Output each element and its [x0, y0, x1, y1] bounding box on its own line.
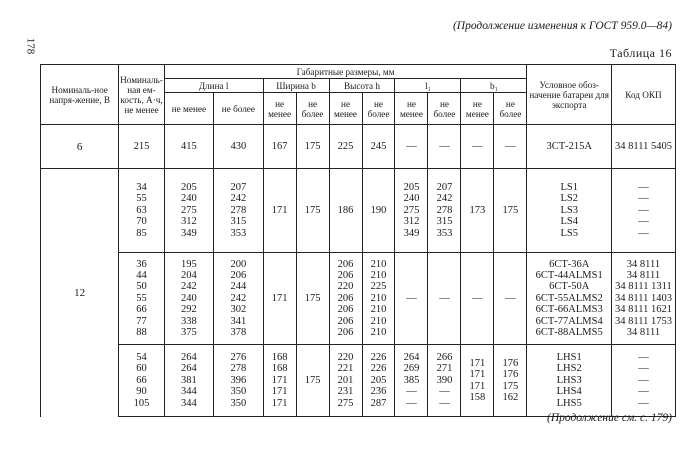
- header-l1-min: не менее: [395, 93, 428, 125]
- header-width-max: не более: [296, 93, 329, 125]
- height-max-cell-line: 210: [370, 315, 387, 327]
- capacity-cell-line: 90: [136, 386, 147, 398]
- capacity-cell-line: 66: [136, 374, 147, 386]
- width-min-cell-line: 171: [271, 374, 288, 386]
- okp-cell-line: 34 8111 5405: [614, 140, 672, 152]
- width-min-cell-line: 168: [271, 363, 288, 375]
- table-row: [41, 253, 676, 345]
- b1-min-cell-line: 171: [469, 357, 486, 369]
- length-max-cell-line: 378: [230, 327, 247, 339]
- table-label: Таблица 16: [609, 46, 672, 60]
- l1-min-cell-line: 205: [403, 181, 420, 193]
- okp-cell-line: 34 8111: [626, 327, 661, 339]
- voltage-cell: 12: [41, 169, 119, 417]
- height-min-cell: [329, 169, 362, 253]
- length-min-cell: [164, 125, 213, 169]
- header-l1-max: не более: [428, 93, 461, 125]
- length-max-cell: [214, 345, 263, 417]
- l1-min-cell-line: 312: [403, 216, 420, 228]
- height-max-cell-line: 245: [370, 140, 387, 152]
- header-b1: b₁: [461, 79, 527, 93]
- b1-min-cell: [461, 169, 494, 253]
- okp-cell-line: 34 8111 1311: [615, 281, 672, 293]
- height-min-cell: [329, 253, 362, 345]
- height-min-cell-line: 186: [337, 204, 354, 216]
- l1-max-cell-line: 266: [436, 351, 453, 363]
- b1-min-cell-line: 171: [469, 369, 486, 381]
- l1-max-cell-line: 242: [436, 193, 453, 205]
- designation-cell-line: 3СТ-215А: [546, 140, 592, 152]
- page-number: 178: [24, 37, 37, 55]
- length-min-cell-line: 264: [181, 351, 197, 363]
- okp-cell-line: —: [638, 227, 649, 239]
- header-overall-dimensions: Габаритные размеры, мм: [164, 65, 527, 79]
- width-min-cell-line: 171: [271, 204, 288, 216]
- l1-min-cell-line: —: [406, 292, 417, 304]
- header-width-min: не менее: [263, 93, 296, 125]
- width-max-cell-line: 175: [304, 204, 321, 216]
- designation-cell: [527, 253, 612, 345]
- l1-max-cell-line: 271: [436, 363, 453, 375]
- l1-min-cell-line: —: [406, 397, 417, 409]
- capacity-cell: [119, 253, 164, 345]
- b1-min-cell-line: —: [472, 292, 483, 304]
- width-min-cell-line: 167: [271, 140, 288, 152]
- designation-cell: [527, 125, 612, 169]
- l1-min-cell: [395, 125, 428, 169]
- capacity-cell-line: 77: [136, 315, 147, 327]
- header-nominal-voltage: Номиналь-ное напря-жение, В: [41, 65, 119, 125]
- width-max-cell: [296, 125, 329, 169]
- length-min-cell-line: 195: [181, 258, 197, 270]
- height-min-cell-line: 201: [337, 374, 354, 386]
- capacity-cell-line: 85: [136, 227, 147, 239]
- table-row: [41, 345, 676, 417]
- length-max-cell-line: 315: [230, 216, 247, 228]
- designation-cell-line: LHS3: [556, 374, 582, 386]
- b1-min-cell-line: 173: [469, 204, 486, 216]
- b1-max-cell-line: 176: [502, 369, 519, 381]
- height-min-cell-line: 220: [337, 351, 354, 363]
- designation-cell-line: LS3: [560, 204, 578, 216]
- okp-cell-line: 34 8111: [626, 269, 661, 281]
- length-min-cell-line: 292: [181, 304, 197, 316]
- b1-min-cell: [461, 253, 494, 345]
- b1-min-cell-line: 158: [469, 391, 486, 403]
- continuation-note-bottom: (Продолжение см. с. 179): [547, 412, 672, 424]
- width-max-cell: [296, 345, 329, 417]
- height-min-cell: [329, 345, 362, 417]
- okp-cell: [611, 253, 675, 345]
- header-length: Длина l: [164, 79, 263, 93]
- l1-min-cell-line: 385: [403, 374, 420, 386]
- l1-max-cell-line: 278: [436, 204, 453, 216]
- designation-cell: [527, 169, 612, 253]
- okp-cell: [611, 345, 675, 417]
- length-min-cell-line: 415: [181, 140, 197, 152]
- b1-max-cell-line: 175: [502, 204, 519, 216]
- designation-cell-line: 6СТ-66ALMS3: [535, 304, 603, 316]
- b1-max-cell: [494, 169, 527, 253]
- length-min-cell-line: 375: [181, 327, 197, 339]
- header-designation: Условное обоз-начение батареи для экспорта: [527, 65, 612, 125]
- l1-max-cell-line: —: [439, 140, 450, 152]
- height-max-cell-line: 225: [370, 281, 387, 293]
- height-min-cell-line: 275: [337, 397, 354, 409]
- height-min-cell: [329, 125, 362, 169]
- designation-cell-line: LS5: [560, 227, 578, 239]
- length-min-cell-line: 381: [181, 374, 197, 386]
- l1-min-cell: [395, 345, 428, 417]
- height-max-cell-line: 226: [370, 351, 387, 363]
- height-max-cell: [362, 345, 395, 417]
- width-min-cell-line: 171: [271, 292, 288, 304]
- height-max-cell-line: 210: [370, 292, 387, 304]
- header-height-min: не менее: [329, 93, 362, 125]
- table-row: [41, 169, 676, 253]
- header-l1: l₁: [395, 79, 461, 93]
- width-max-cell-line: 175: [304, 292, 321, 304]
- capacity-cell-line: 55: [136, 292, 147, 304]
- length-max-cell-line: 207: [230, 181, 247, 193]
- height-max-cell: [362, 253, 395, 345]
- l1-min-cell-line: 275: [403, 204, 420, 216]
- length-max-cell-line: 350: [230, 397, 247, 409]
- b1-max-cell-line: 176: [502, 357, 519, 369]
- b1-max-cell: [494, 253, 527, 345]
- okp-cell-line: —: [638, 216, 649, 228]
- length-max-cell-line: 244: [230, 281, 247, 293]
- height-max-cell-line: 236: [370, 386, 387, 398]
- width-min-cell: [263, 169, 296, 253]
- okp-cell: [611, 169, 675, 253]
- length-min-cell-line: 338: [181, 315, 197, 327]
- b1-max-cell-line: 175: [502, 380, 519, 392]
- width-max-cell: [296, 169, 329, 253]
- length-max-cell-line: 242: [230, 193, 247, 205]
- header-b1-max: не более: [494, 93, 527, 125]
- designation-cell: [527, 345, 612, 417]
- okp-cell-line: —: [638, 386, 649, 398]
- length-max-cell-line: 302: [230, 304, 247, 316]
- length-max-cell: [214, 169, 263, 253]
- b1-max-cell-line: —: [505, 140, 516, 152]
- l1-min-cell: [395, 253, 428, 345]
- capacity-cell-line: 60: [136, 363, 147, 375]
- height-min-cell-line: 206: [337, 258, 354, 270]
- length-min-cell-line: 344: [181, 397, 197, 409]
- length-max-cell-line: 242: [230, 292, 247, 304]
- length-min-cell-line: 275: [181, 204, 197, 216]
- designation-cell-line: 6СТ-77ALMS4: [535, 315, 603, 327]
- continuation-note-top: (Продолжение изменения к ГОСТ 959.0—84): [452, 20, 672, 32]
- length-min-cell-line: 344: [181, 386, 197, 398]
- length-max-cell-line: 200: [230, 258, 247, 270]
- length-min-cell-line: 240: [181, 292, 197, 304]
- l1-max-cell-line: 353: [436, 227, 453, 239]
- designation-cell-line: LS1: [560, 181, 578, 193]
- okp-cell-line: —: [638, 204, 649, 216]
- okp-cell-line: —: [638, 351, 649, 363]
- designation-cell-line: 6СТ-44ALMS1: [535, 269, 603, 281]
- header-nominal-capacity: Номиналь-ная ем-кость, А·ч, не менее: [119, 65, 164, 125]
- l1-max-cell-line: —: [439, 292, 450, 304]
- length-min-cell: [164, 169, 213, 253]
- capacity-cell: [119, 169, 164, 253]
- designation-cell-line: 6СТ-50А: [549, 281, 590, 293]
- l1-min-cell-line: 264: [403, 351, 420, 363]
- length-min-cell-line: 205: [181, 181, 197, 193]
- length-max-cell-line: 396: [230, 374, 247, 386]
- l1-max-cell: [428, 125, 461, 169]
- height-max-cell: [362, 125, 395, 169]
- designation-cell-line: LHS4: [556, 386, 582, 398]
- designation-cell-line: LHS5: [556, 397, 582, 409]
- b1-min-cell: [461, 125, 494, 169]
- header-width: Ширина b: [263, 79, 329, 93]
- table-body: [41, 125, 676, 417]
- header-b1-min: не менее: [461, 93, 494, 125]
- l1-min-cell-line: —: [406, 140, 417, 152]
- okp-cell-line: —: [638, 363, 649, 375]
- b1-min-cell: [461, 345, 494, 417]
- designation-cell-line: LS4: [560, 216, 578, 228]
- okp-cell-line: 34 8111: [626, 258, 661, 270]
- length-min-cell-line: 349: [181, 227, 197, 239]
- okp-cell-line: —: [638, 193, 649, 205]
- height-min-cell-line: 231: [337, 386, 354, 398]
- header-length-min: не менее: [164, 93, 213, 125]
- table-header: [41, 65, 676, 125]
- capacity-cell-line: 66: [136, 304, 147, 316]
- width-max-cell-line: 175: [304, 140, 321, 152]
- l1-max-cell-line: 390: [436, 374, 453, 386]
- height-max-cell-line: 210: [370, 258, 387, 270]
- l1-max-cell-line: 207: [436, 181, 453, 193]
- l1-max-cell: [428, 345, 461, 417]
- length-max-cell-line: 430: [230, 140, 247, 152]
- b1-max-cell: [494, 345, 527, 417]
- capacity-cell: [119, 125, 164, 169]
- length-max-cell: [214, 253, 263, 345]
- height-min-cell-line: 206: [337, 327, 354, 339]
- length-min-cell-line: 264: [181, 363, 197, 375]
- width-min-cell-line: 168: [271, 351, 288, 363]
- okp-cell-line: 34 8111 1403: [614, 292, 672, 304]
- l1-max-cell: [428, 253, 461, 345]
- l1-min-cell-line: —: [406, 386, 417, 398]
- okp-cell-line: —: [638, 374, 649, 386]
- width-min-cell: [263, 125, 296, 169]
- l1-min-cell-line: 240: [403, 193, 420, 205]
- length-max-cell-line: 278: [230, 204, 247, 216]
- designation-cell-line: LHS2: [556, 363, 582, 375]
- length-max-cell-line: 341: [230, 315, 247, 327]
- l1-max-cell-line: —: [439, 386, 450, 398]
- length-min-cell: [164, 253, 213, 345]
- b1-max-cell: [494, 125, 527, 169]
- height-max-cell-line: 287: [370, 397, 387, 409]
- height-min-cell-line: 225: [337, 140, 354, 152]
- l1-min-cell-line: 269: [403, 363, 420, 375]
- l1-min-cell: [395, 169, 428, 253]
- capacity-cell-line: 50: [136, 281, 147, 293]
- height-min-cell-line: 206: [337, 315, 354, 327]
- height-max-cell-line: 226: [370, 363, 387, 375]
- length-min-cell-line: 312: [181, 216, 197, 228]
- designation-cell-line: LS2: [560, 193, 578, 205]
- l1-max-cell: [428, 169, 461, 253]
- length-min-cell: [164, 345, 213, 417]
- height-min-cell-line: 220: [337, 281, 354, 293]
- length-max-cell-line: 353: [230, 227, 247, 239]
- height-max-cell-line: 210: [370, 304, 387, 316]
- length-max-cell-line: 206: [230, 269, 247, 281]
- width-min-cell: [263, 253, 296, 345]
- length-max-cell-line: 350: [230, 386, 247, 398]
- l1-max-cell-line: —: [439, 397, 450, 409]
- height-max-cell-line: 210: [370, 269, 387, 281]
- height-min-cell-line: 221: [337, 363, 354, 375]
- width-min-cell-line: 171: [271, 386, 288, 398]
- length-min-cell-line: 242: [181, 281, 197, 293]
- okp-cell-line: 34 8111 1753: [614, 315, 672, 327]
- capacity-cell-line: 54: [136, 351, 147, 363]
- battery-specification-table: [40, 64, 676, 417]
- designation-cell-line: 6СТ-55ALMS2: [535, 292, 603, 304]
- width-max-cell: [296, 253, 329, 345]
- height-min-cell-line: 206: [337, 269, 354, 281]
- length-max-cell-line: 276: [230, 351, 247, 363]
- capacity-cell-line: 70: [136, 216, 147, 228]
- designation-cell-line: 6СТ-36А: [549, 258, 590, 270]
- okp-cell-line: —: [638, 397, 649, 409]
- length-min-cell-line: 240: [181, 193, 197, 205]
- capacity-cell-line: 63: [136, 204, 147, 216]
- b1-min-cell-line: 171: [469, 380, 486, 392]
- table-row: [41, 125, 676, 169]
- height-min-cell-line: 206: [337, 292, 354, 304]
- width-min-cell-line: 171: [271, 397, 288, 409]
- capacity-cell: [119, 345, 164, 417]
- header-height-max: не более: [362, 93, 395, 125]
- l1-min-cell-line: 349: [403, 227, 420, 239]
- height-min-cell-line: 206: [337, 304, 354, 316]
- capacity-cell-line: 105: [133, 397, 150, 409]
- height-max-cell-line: 210: [370, 327, 387, 339]
- capacity-cell-line: 36: [136, 258, 147, 270]
- capacity-cell-line: 215: [133, 140, 150, 152]
- b1-max-cell-line: —: [505, 292, 516, 304]
- capacity-cell-line: 44: [136, 269, 147, 281]
- height-max-cell-line: 190: [370, 204, 387, 216]
- length-max-cell-line: 278: [230, 363, 247, 375]
- okp-cell-line: 34 8111 1621: [614, 304, 672, 316]
- okp-cell-line: —: [638, 181, 649, 193]
- capacity-cell-line: 88: [136, 327, 147, 339]
- b1-min-cell-line: —: [472, 140, 483, 152]
- b1-max-cell-line: 162: [502, 391, 519, 403]
- header-length-max: не более: [214, 93, 263, 125]
- header-okp-code: Код ОКП: [611, 65, 675, 125]
- voltage-cell: 6: [41, 125, 119, 169]
- okp-cell: [611, 125, 675, 169]
- capacity-cell-line: 34: [136, 181, 147, 193]
- width-min-cell: [263, 345, 296, 417]
- length-min-cell-line: 204: [181, 269, 197, 281]
- capacity-cell-line: 55: [136, 193, 147, 205]
- length-max-cell: [214, 125, 263, 169]
- width-max-cell-line: 175: [304, 374, 321, 386]
- designation-cell-line: LHS1: [556, 351, 582, 363]
- designation-cell-line: 6СТ-88ALMS5: [535, 327, 603, 339]
- l1-max-cell-line: 315: [436, 216, 453, 228]
- height-max-cell: [362, 169, 395, 253]
- height-max-cell-line: 205: [370, 374, 387, 386]
- header-height: Высота h: [329, 79, 395, 93]
